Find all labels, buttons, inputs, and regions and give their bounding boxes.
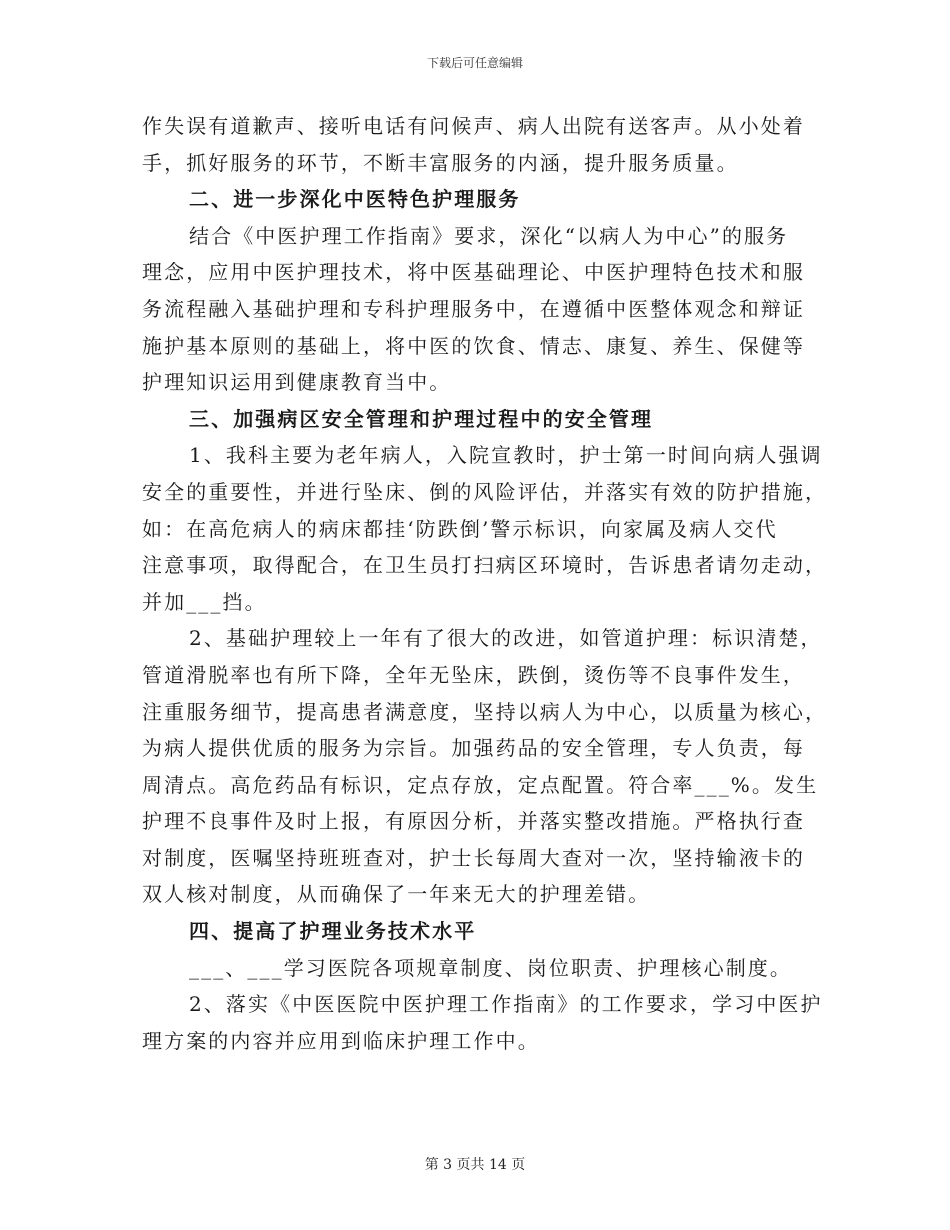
body-text-line: 理念，应用中医护理技术，将中医基础理论、中医护理特色技术和服 — [142, 260, 805, 285]
body-text-line: 如：在高危病人的病床都挂‘防跌倒’警示标识，向家属及病人交代 — [142, 516, 778, 541]
body-text-line: 1、我科主要为老年病人，入院宣教时，护士第一时间向病人强调 — [189, 443, 823, 468]
body-text-line: 2、落实《中医医院中医护理工作指南》的工作要求，学习中医护 — [189, 992, 823, 1017]
page-number: 第 3 页共 14 页 — [424, 1157, 526, 1173]
section-heading: 二、进一步深化中医特色护理服务 — [189, 187, 521, 212]
body-text-line: 管道滑脱率也有所下降，全年无坠床，跌倒，烫伤等不良事件发生， — [142, 662, 805, 687]
body-text-line: 手，抓好服务的环节，不断丰富服务的内涵，提升服务质量。 — [142, 150, 739, 175]
body-text-line: 理方案的内容并应用到临床护理工作中。 — [142, 1028, 540, 1053]
body-text-line: 务流程融入基础护理和专科护理服务中，在遵循中医整体观念和辩证 — [142, 296, 805, 321]
document-body — [142, 108, 832, 1059]
body-text-line: 安全的重要性，并进行坠床、倒的风险评估，并落实有效的防护措施， — [142, 479, 828, 504]
body-text-line: 注意事项，取得配合，在卫生员打扫病区环境时，告诉患者请勿走动， — [142, 553, 828, 578]
body-text-line: 为病人提供优质的服务为宗旨。加强药品的安全管理，专人负责，每 — [142, 736, 805, 761]
section-heading: 三、加强病区安全管理和护理过程中的安全管理 — [189, 406, 654, 431]
body-text-line: 作失误有道歉声、接听电话有问候声、病人出院有送客声。从小处着 — [142, 114, 805, 138]
body-text-line: 对制度，医嘱坚持班班查对，护士长每周大查对一次，坚持输液卡的 — [142, 845, 805, 870]
body-text-line: 并加___挡。 — [142, 589, 267, 614]
body-text-line: 护理知识运用到健康教育当中。 — [142, 370, 452, 395]
body-text-line: 施护基本原则的基础上，将中医的饮食、情志、康复、养生、保健等 — [142, 333, 805, 358]
page-header-note: 下载后可任意编辑 — [426, 56, 523, 70]
section-heading: 四、提高了护理业务技术水平 — [189, 919, 477, 944]
body-text-line: 结合《中医护理工作指南》要求，深化“以病人为中心”的服务 — [189, 223, 789, 248]
body-text-line: 2、基础护理较上一年有了很大的改进，如管道护理：标识清楚， — [189, 626, 823, 651]
body-text-line: ___、___学习医院各项规章制度、岗位职责、护理核心制度。 — [189, 955, 792, 980]
body-text-line: 注重服务细节，提高患者满意度，坚持以病人为中心，以质量为核心， — [142, 699, 828, 724]
body-text-line: 双人核对制度，从而确保了一年来无大的护理差错。 — [142, 882, 651, 907]
body-text-line: 护理不良事件及时上报，有原因分析，并落实整改措施。严格执行查 — [142, 809, 805, 834]
body-text-line: 周清点。高危药品有标识，定点存放，定点配置。符合率___%。发生 — [142, 772, 819, 797]
